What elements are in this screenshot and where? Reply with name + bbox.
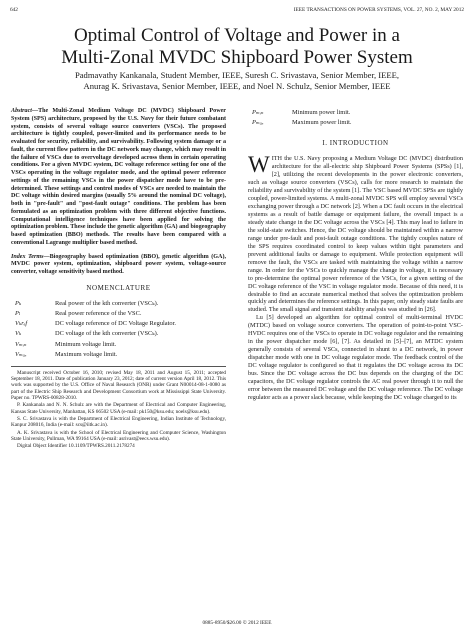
nomenclature-symbol: Pₘₐₓ [252,119,264,127]
index-terms-label: Index Terms [11,253,44,260]
nomenclature-description: Real power of the kth converter (VSCₖ). [55,299,159,307]
abstract-label: Abstract [11,108,32,114]
paragraph [248,152,463,314]
nomenclature-row [11,350,226,360]
author-line-2: Anurag K. Srivastava, Senior Member, IEEE, and Noel N. Schulz, Senior Member, IEEE [83,81,391,91]
running-header [10,5,464,15]
nomenclature-symbol: Vₖ [15,330,22,338]
nomenclature-description: Real power reference of the VSC. [55,310,142,317]
doi: Digital Object Identifier 10.1109/TPWRS.2011.2178274 [17,443,135,450]
nomenclature-row [11,329,226,339]
index-terms [11,254,226,277]
nomenclature-description: Maximum voltage limit. [55,350,118,358]
nomenclature-description: DC voltage of the kth converter (VSCₖ). [55,330,159,338]
nomenclature-description: DC voltage reference of DC Voltage Regulator. [55,320,176,328]
page-number: 642 [10,7,18,13]
nomenclature-row [248,118,463,128]
nomenclature-table [11,299,226,360]
nomenclature-row [11,339,226,349]
paper-title [0,25,474,69]
title-line-2: Multi-Zonal MVDC Shipboard Power System [61,47,413,68]
index-terms-text: —Biogeography based optimization (BBO), genetic algorithm (GA), MVDC power system, optimization, shipboard power system, voltage-source converter, voltage sensitivity based method. [11,253,227,275]
right-column [248,108,463,402]
paragraph-text: ITH the U.S. Navy proposing a Medium Voltage DC (MVDC) distribution architecture for the all-electric ship Shipboard Power Systems (SPSs) [1], [2], utilizing the recent developments in the power electronic converters, such as voltage source converters (VSCs), calls for more research to maintain the reliability and survivability of the system [1]. The VSC based MVDC SPSs are tightly coupled, power-limited systems. A multi-zonal MVDC SPS will employ several VSCs exchanging power through a DC network [2]. When a DC fault occurs in the electrical systems as a result of battle damage or equipment failure, the overall impact is a steady state change in the DC voltage across the VSCs [4]. This may lead to failure in the solid-state switches. Hence, the DC voltage should be maintained within a narrow range under pre-fault and post-fault outage conditions. The tightly couples nature of the SPS requires coordinated control to keep values within tight parameters and prevent additional faults or damage to equipment. While protection equipment will remove the fault, the VSCs are tasked with maintaining the voltage within a narrow range. In order for the VSCs to quickly manage the change in voltage, it is necessary to pre-determine the optimal power reference of the VSCs, for a given setting of the DC voltage reference of the VSC in voltage regulator mode. Because of this need, it is desirable to find an accurate numerical method that solves the optimization problem quickly and determines the reference settings. In this paper, only steady state faults are studied. The small signal and transient stability analysis was studied in [26]. [248,155,463,314]
nomenclature-symbol: Pₘᵢₙ [252,109,264,117]
nomenclature-description: Maximum power limit. [292,119,352,127]
copyright-footer: 0885-8950/$26.00 © 2012 IEEE [202,620,272,626]
footnote-author: S. C. Srivastava is with the Department of Electrical Engineering, Indian Institute of Technology, Kanpur 208016, India (e-mail: scs@iitk.ac.in). [11,415,226,429]
nomenclature-symbol: Vₖrₑf [15,320,28,328]
nomenclature-symbol: Pₗ [15,310,21,317]
nomenclature-heading: NOMENCLATURE [86,283,151,292]
nomenclature-description: Minimum voltage limit. [55,340,117,348]
left-column [11,108,226,450]
nomenclature-description: Minimum power limit. [292,109,351,117]
abstract [11,108,226,248]
footnote-author: A. K. Srivastava is with the School of Electrical Engineering and Computer Science, Washington State University, Pullman, WA 99164 USA (e-mail: asrivast@eecs.wsu.edu). [11,429,226,442]
author-line-1: Padmavathy Kankanala, Student Member, IEEE, Suresh C. Srivastava, Senior Member, IEEE, [74,70,400,80]
nomenclature-symbol: Pₖ [15,299,22,307]
nomenclature-table-continued [248,108,463,128]
author-list [20,70,454,92]
nomenclature-row [11,319,226,329]
footnote-author: P. Kankanala and N. N. Schulz are with the Department of Electrical and Computer Engineering, Kansas State University, Manhattan, KS 66502 USA (e-mail: pk150@ksu.edu; noels@ksu.edu). [11,402,226,415]
footnotes [11,366,226,450]
introduction-heading: I. INTRODUCTION [322,139,389,148]
drop-cap: W [248,152,270,178]
footnote-manuscript: Manuscript received October 16, 2010; revised May 18, 2011 and August 15, 2011; accepted September 18, 2011. Date of publication January 23, 2012; date of current version April 18, 2012. This work was supported by the U.S. Office of Naval Research (ONR) under Grant N00014-08-1-0080 as part of the Electric Ship Research and Development Consortium work at Mississippi State University. Paper no. TPWRS-00828-2010. [11,369,226,402]
paragraph: Lu [5] developed an algorithm for optimal control of multi-terminal HVDC (MTDC) based on voltage source converters. The operation of point-to-point VSC-HVDC requires one of the VSCs to operate in DC voltage regulator and the remaining in the power dispatcher mode [6], [7]. As detailed in [5]–[7], an MTDC system generally consists of several VSCs, connected in shunt to a DC network, in power dispatcher mode with one in DC voltage regulator mode. The feedback control of the DC voltage regulator is configured so that it regulates the DC voltage across its DC bus. Since the DC voltage across the DC bus depends on the charging of the DC capacitors, the DC voltage regulator controls the AC real power through it to null the error between the measured DC voltage and the DC voltage reference. The DC voltage regulator acts as a power slack because, while keeping the DC voltage charged to its [248,314,463,401]
title-line-1: Optimal Control of Voltage and Power in a [74,25,400,46]
nomenclature-symbol: Vₘᵢₙ [15,340,27,348]
journal-header: IEEE TRANSACTIONS ON POWER SYSTEMS, VOL. 27, NO. 2, MAY 2012 [293,7,464,13]
nomenclature-row [11,309,226,319]
nomenclature-row [11,299,226,309]
nomenclature-row [248,108,463,118]
introduction-body [248,152,463,402]
nomenclature-symbol: Vₘₐₓ [15,350,27,358]
abstract-text: —The Multi-Zonal Medium Voltage DC (MVDC) Shipboard Power System (SPS) architecture, proposed by the U.S. Navy for their future combatant system, consists of several voltage source converters (VSCs). The proposed architecture is tightly coupled, power-limited and its performance needs to be evaluated for security, reliability, and survivability. Following system damage or a fault, the current flow pattern in the DC network may change, which may result in the failure of VSCs due to overvoltage developed across them in certain operating conditions. For a given MVDC system, DC voltage reference setting for one of the VSCs operating in the voltage regulator mode, and the optimal power reference settings of the remaining VSCs in the power dispatcher mode have to be pre-determined. These settings and control modes of VSCs are needed to maintain the DC voltage within desired margins (usually 5% around the nominal DC voltage), both in "pre-fault" and "post-fault outage" conditions. The problem has been formulated as an optimization problem with three different objective functions. Computational intelligence techniques have been applied for solving the optimization problem. These include the genetic algorithm (GA) and biogeography based optimization (BBO) methods. The results have been compared with a conventional Lagrange multiplier based method. [11,108,226,246]
